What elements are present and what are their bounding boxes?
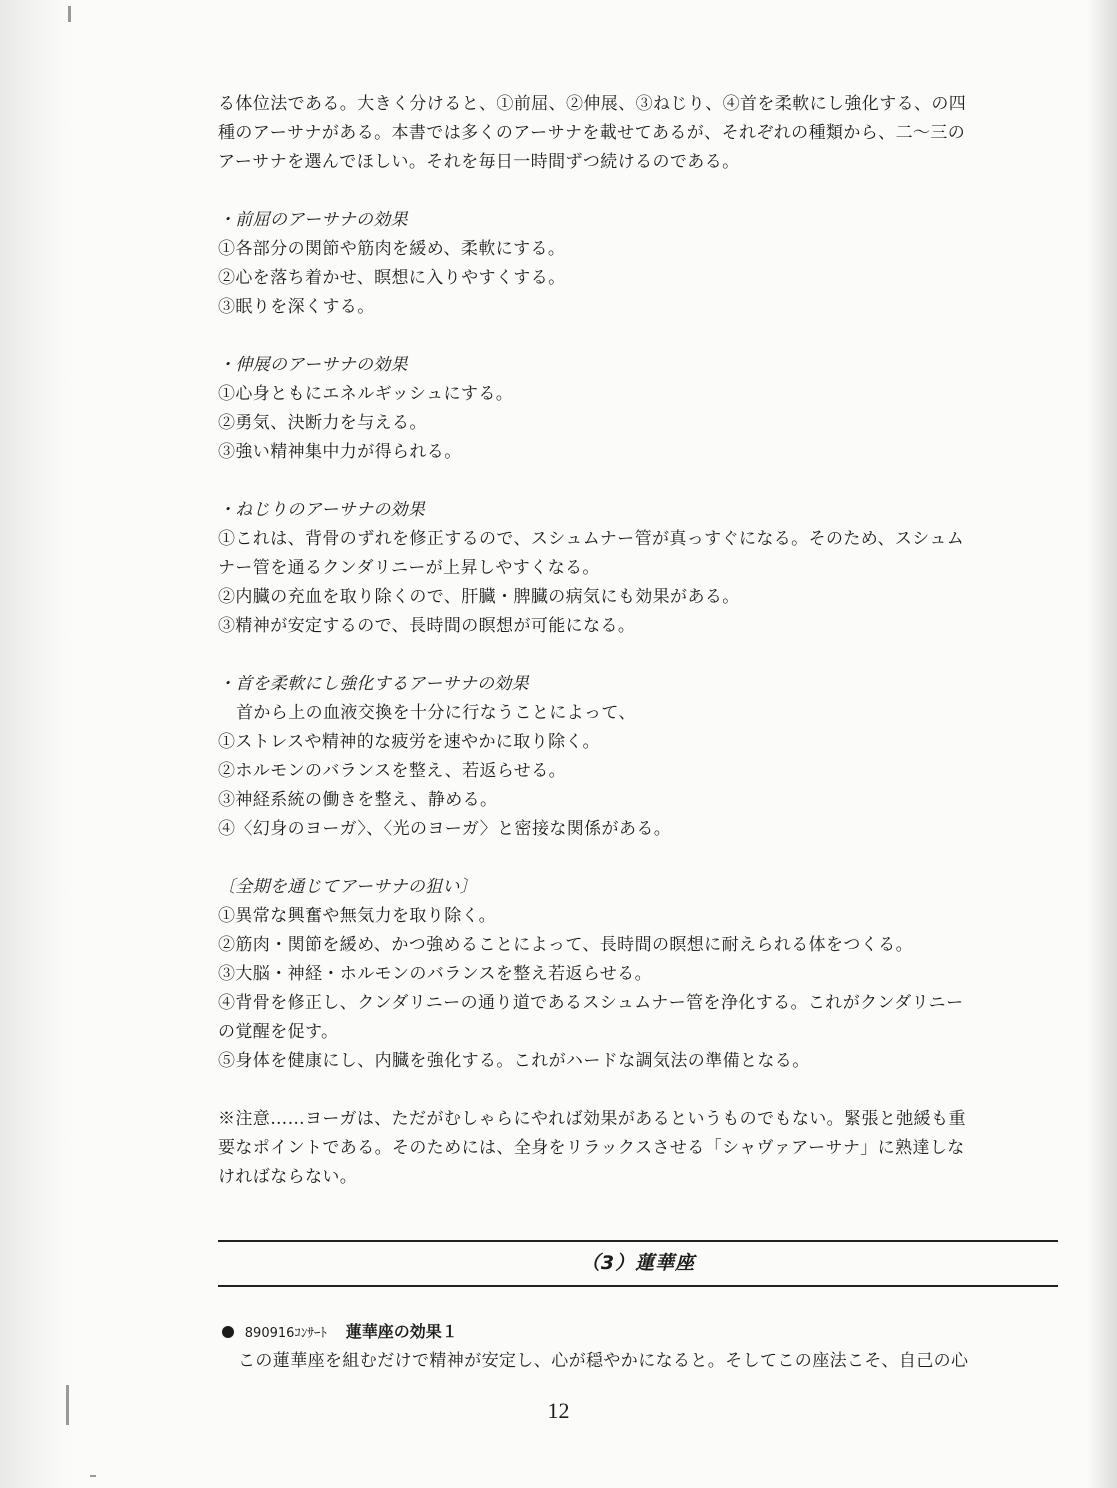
- text-line: アーサナを選んでほしい。それを毎日一時間ずつ続けるのである。: [218, 152, 740, 172]
- section-neck: [218, 670, 1058, 844]
- section-lead: 首から上の血液交換を十分に行なうことによって、: [236, 703, 636, 723]
- text-line: ければならない。: [218, 1167, 358, 1187]
- list-item: ①これは、背骨のずれを修正するので、スシュムナー管が真っすぐになる。そのため、スシュム: [218, 529, 965, 549]
- heading-rule-top: [218, 1240, 1058, 1242]
- list-item: ①心身ともにエネルギッシュにする。: [218, 384, 514, 404]
- list-item: ①異常な興奮や無気力を取り除く。: [218, 906, 497, 926]
- section-aims: [218, 873, 1058, 1076]
- heading-rule-bottom: [218, 1285, 1058, 1287]
- list-item: ④背骨を修正し、クンダリニーの通り道であるスシュムナー管を浄化する。これがクンダリニー: [218, 993, 964, 1013]
- list-item: ①ストレスや精神的な疲労を速やかに取り除く。: [218, 732, 600, 752]
- caution-note: [218, 1105, 1058, 1192]
- list-item: ③眠りを深くする。: [218, 297, 375, 317]
- scan-shadow-right: [1087, 0, 1117, 1488]
- text-line: この蓮華座を組むだけで精神が安定し、心が穏やかになると。そしてこの座法こそ、自己の心: [238, 1351, 969, 1371]
- scan-shadow-left: [0, 0, 72, 1488]
- concert-code: 890916ｺﾝｻｰﾄ: [244, 1326, 327, 1341]
- section-twist: [218, 496, 1058, 641]
- section-title: ・ねじりのアーサナの効果: [218, 500, 426, 520]
- subheading: [222, 1319, 1062, 1342]
- list-item: ④〈幻身のヨーガ〉、〈光のヨーガ〉と密接な関係がある。: [218, 819, 672, 839]
- text-line: ※注意……ヨーガは、ただがむしゃらにやれば効果があるというものでもない。緊張と弛緩も重: [218, 1109, 966, 1129]
- section-title: ・首を柔軟にし強化するアーサナの効果: [218, 674, 529, 694]
- list-item: ②勇気、決断力を与える。: [218, 413, 427, 433]
- list-item: の覚醒を促す。: [218, 1022, 339, 1042]
- section-title: 〔全期を通じてアーサナの狙い〕: [218, 877, 477, 897]
- list-item: ②筋肉・関節を緩め、かつ強めることによって、長時間の瞑想に耐えられる体をつくる。: [218, 935, 913, 955]
- list-item: ②内臓の充血を取り除くので、肝臓・脾臓の病気にも効果がある。: [218, 587, 740, 607]
- list-item: ③精神が安定するので、長時間の瞑想が可能になる。: [218, 616, 636, 636]
- list-item: ⑤身体を健康にし、内臓を強化する。これがハードな調気法の準備となる。: [218, 1051, 810, 1071]
- scan-mark: [68, 6, 71, 22]
- list-item: ①各部分の関節や筋肉を緩め、柔軟にする。: [218, 239, 566, 259]
- text-line: る体位法である。大きく分けると、①前屈、②伸展、③ねじり、④首を柔軟にし強化する、の四: [218, 94, 967, 114]
- list-item: ②心を落ち着かせ、瞑想に入りやすくする。: [218, 268, 566, 288]
- list-item: ③大脳・神経・ホルモンのバランスを整え若返らせる。: [218, 964, 652, 984]
- section-title: ・前屈のアーサナの効果: [218, 210, 408, 230]
- body-text: [218, 90, 1058, 1192]
- text-line: 種のアーサナがある。本書では多くのアーサナを載せてあるが、それぞれの種類から、二～三の: [218, 123, 966, 143]
- intro-paragraph: [218, 90, 1058, 177]
- section-extension: [218, 351, 1058, 467]
- scan-mark: [90, 1475, 96, 1477]
- list-item: ②ホルモンのバランスを整え、若返らせる。: [218, 761, 566, 781]
- section-heading: （3）蓮華座: [580, 1252, 696, 1274]
- section-title: ・伸展のアーサナの効果: [218, 355, 408, 375]
- section-forward-bend: [218, 206, 1058, 322]
- list-item: ③強い精神集中力が得られる。: [218, 442, 462, 462]
- list-item: ナー管を通るクンダリニーが上昇しやすくなる。: [218, 558, 600, 578]
- subheading-title: 蓮華座の効果１: [345, 1322, 458, 1341]
- page-number: 12: [547, 1398, 570, 1423]
- list-item: ③神経系統の働きを整え、静める。: [218, 790, 498, 810]
- text-line: 要なポイントである。そのためには、全身をリラックスさせる「シャヴァアーサナ」に熟達しな: [218, 1138, 965, 1158]
- bullet-icon: [222, 1326, 234, 1338]
